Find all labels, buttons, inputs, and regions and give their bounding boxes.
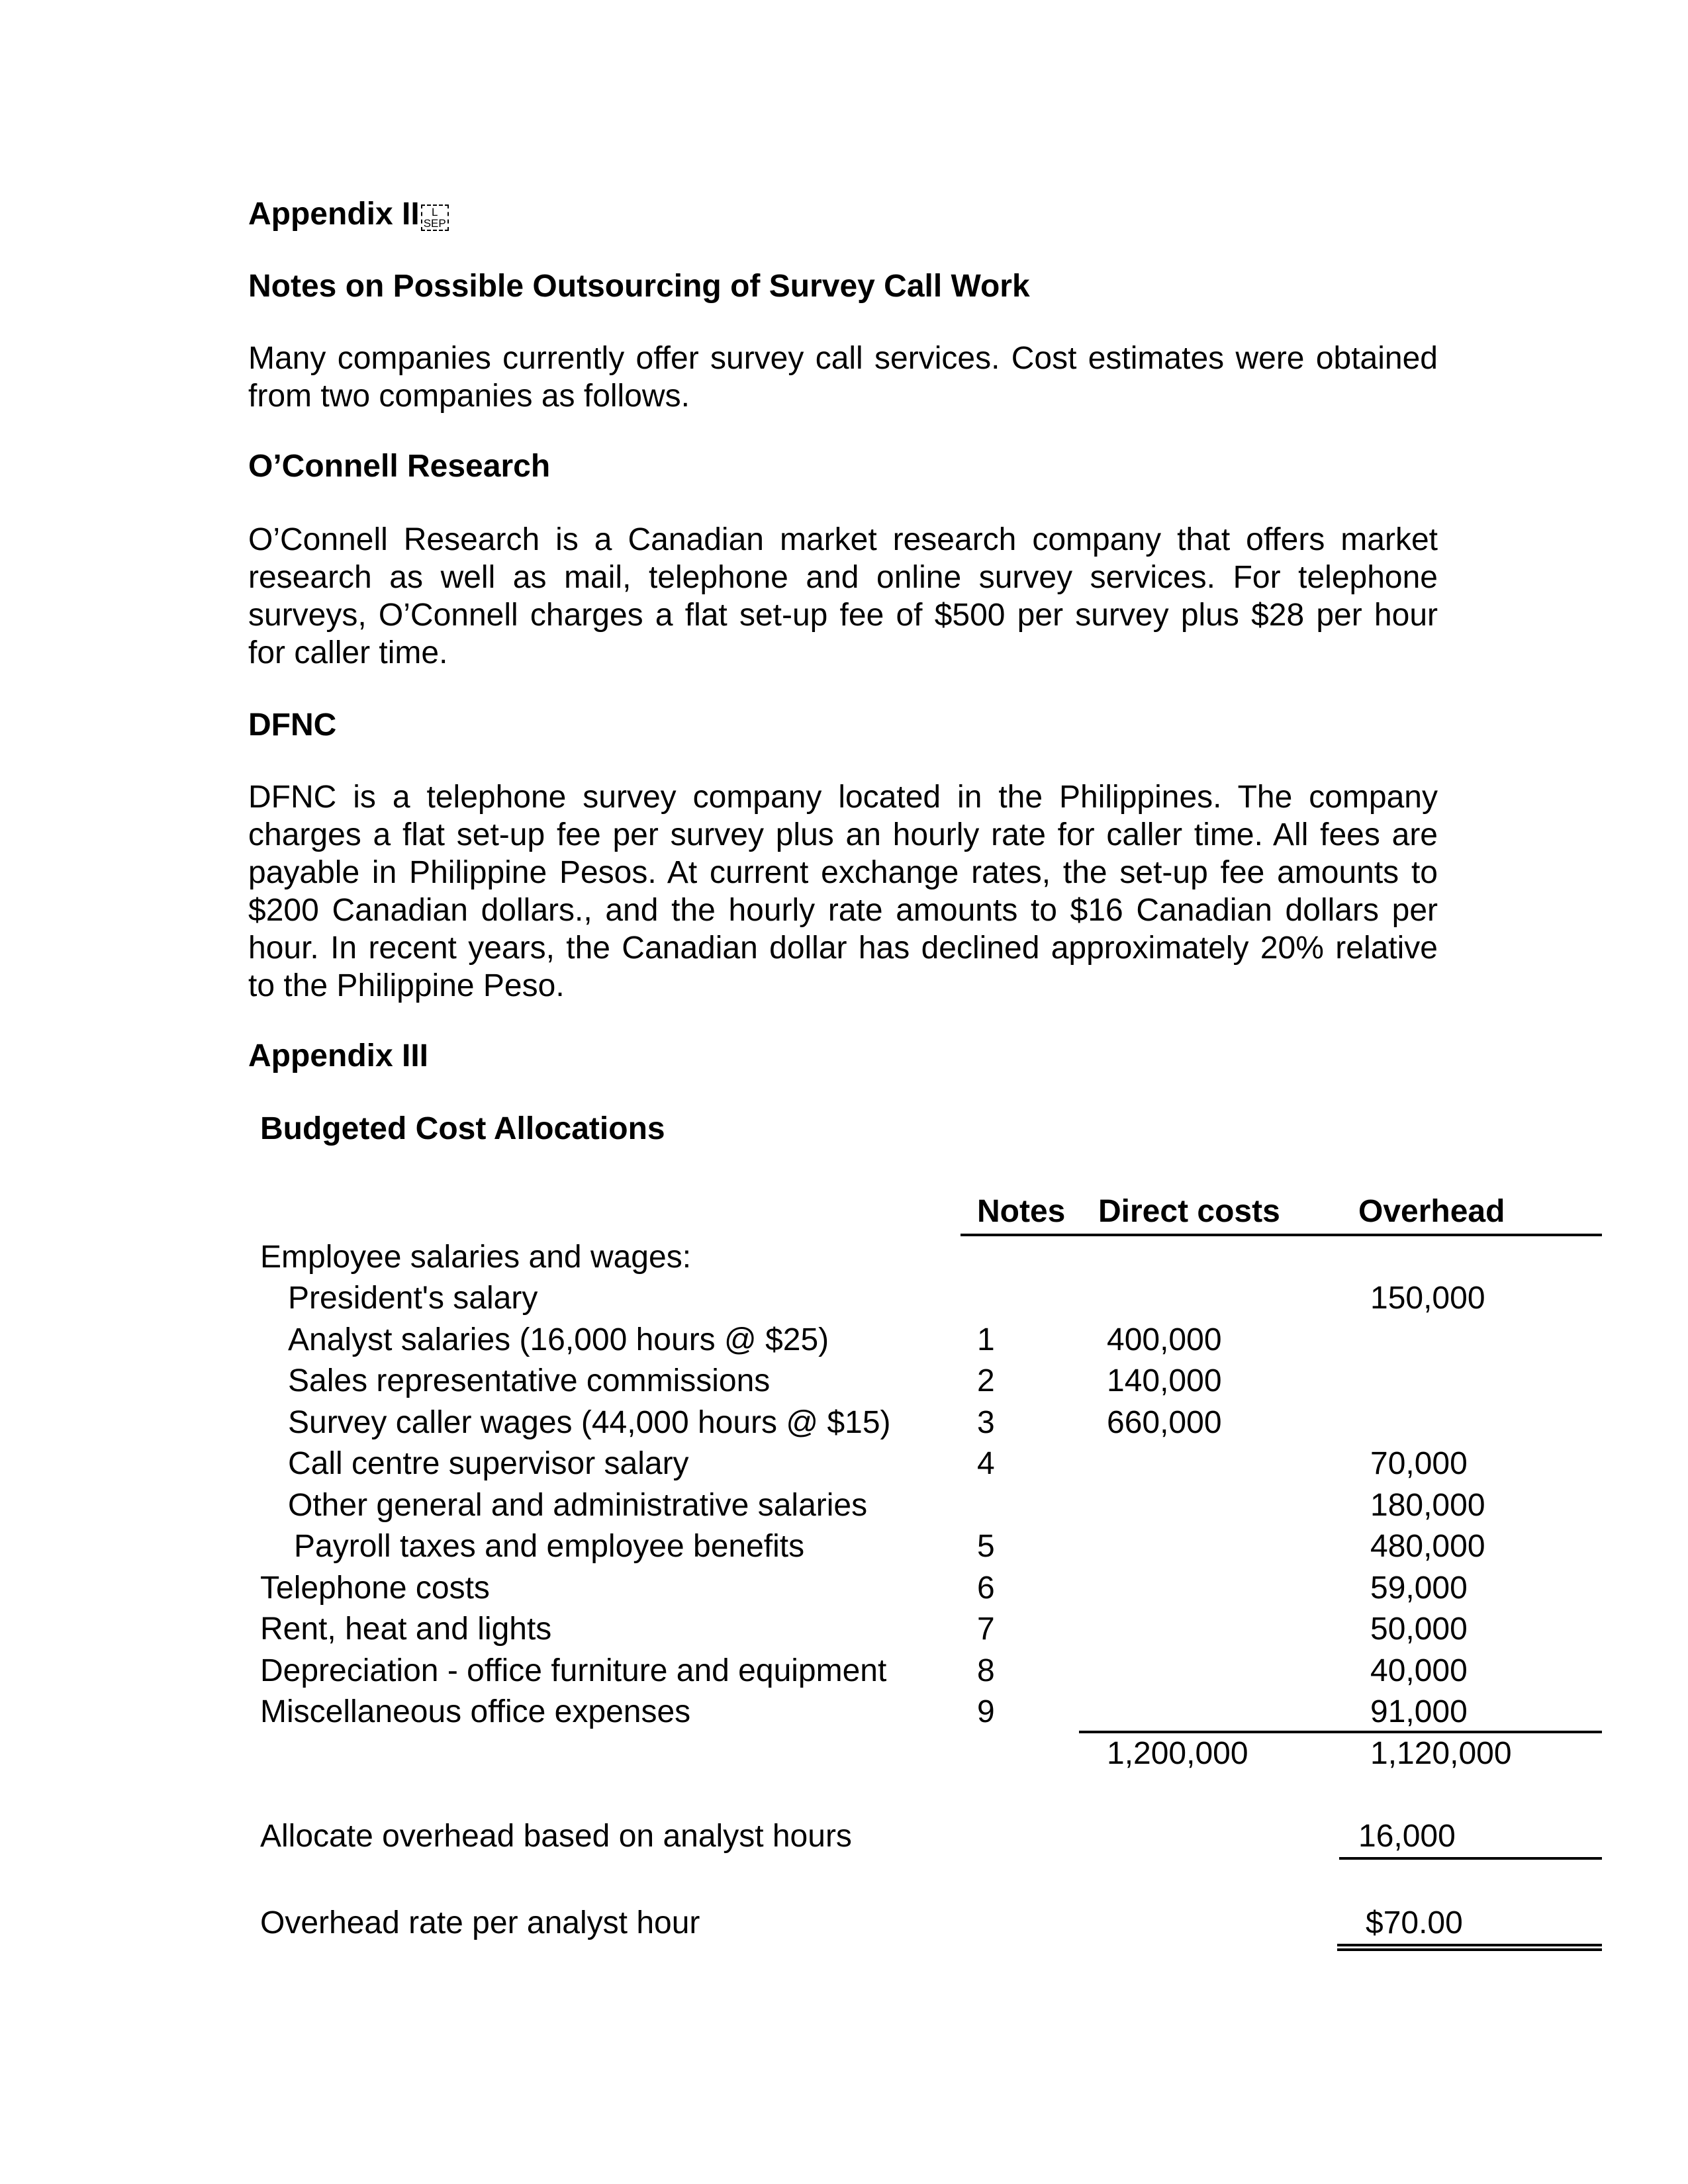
row-label: Payroll taxes and employee benefits xyxy=(294,1529,805,1564)
section-body-oconnell: O’Connell Research is a Canadian market research company that offers market research as well as mail, telephone and online survey services. For telephone surveys, O’Connell charges a flat set-up fee of $500 per survey plus $28 per hour for caller time. xyxy=(248,522,1438,670)
header-underline xyxy=(961,1234,1602,1236)
row-note: 1 xyxy=(977,1322,995,1357)
row-note: 7 xyxy=(977,1612,995,1647)
row-note: 8 xyxy=(977,1653,995,1688)
row-note: 4 xyxy=(977,1446,995,1481)
row-label: Depreciation - office furniture and equipment xyxy=(260,1653,887,1688)
row-direct: 660,000 xyxy=(1107,1405,1222,1440)
overhead-rate-label: Overhead rate per analyst hour xyxy=(260,1905,700,1940)
col-header-notes: Notes xyxy=(977,1194,1066,1229)
row-label: Survey caller wages (44,000 hours @ $15) xyxy=(288,1405,891,1440)
row-label: President's salary xyxy=(288,1281,538,1316)
row-label: Analyst salaries (16,000 hours @ $25) xyxy=(288,1322,829,1357)
section-heading-oconnell: O’Connell Research xyxy=(248,449,551,484)
row-note: 3 xyxy=(977,1405,995,1440)
rate-double-underline-top xyxy=(1337,1944,1602,1946)
sep-glyph-bottom: SEP xyxy=(423,217,446,230)
row-overhead: 180,000 xyxy=(1370,1488,1485,1523)
row-label: Other general and administrative salaries xyxy=(288,1488,868,1523)
row-label: Employee salaries and wages: xyxy=(260,1240,692,1275)
allocation-underline xyxy=(1339,1857,1602,1860)
row-note: 6 xyxy=(977,1570,995,1606)
separator-glyph-icon xyxy=(421,205,449,231)
row-label: Sales representative commissions xyxy=(288,1363,771,1398)
row-overhead: 40,000 xyxy=(1370,1653,1468,1688)
col-header-direct: Direct costs xyxy=(1098,1194,1280,1229)
row-direct: 400,000 xyxy=(1107,1322,1222,1357)
row-note: 2 xyxy=(977,1363,995,1398)
row-note: 9 xyxy=(977,1694,995,1729)
sep-glyph-top: L xyxy=(431,206,438,218)
row-overhead: 50,000 xyxy=(1370,1612,1468,1647)
row-label: Rent, heat and lights xyxy=(260,1612,552,1647)
intro-paragraph: Many companies currently offer survey call services. Cost estimates were obtained from two companies as follows. xyxy=(248,341,1438,414)
row-overhead: 480,000 xyxy=(1370,1529,1485,1564)
budget-table-title: Budgeted Cost Allocations xyxy=(260,1111,665,1146)
row-overhead: 150,000 xyxy=(1370,1281,1485,1316)
section-body-dfnc: DFNC is a telephone survey company located in the Philippines. The company charges a flat set-up fee per survey plus an hourly rate for caller time. All fees are payable in Philippine Pesos. At current exchange rates, the set-up fee amounts to $200 Canadian dollars., and the hourly rate amounts to $16 Canadian dollars per hour. In recent years, the Canadian dollar has declined approximately 20% relative to the Philippine Peso. xyxy=(248,780,1438,1003)
rate-double-underline-bottom xyxy=(1337,1948,1602,1951)
section-heading-dfnc: DFNC xyxy=(248,707,337,743)
total-overhead: 1,120,000 xyxy=(1370,1736,1512,1771)
row-label: Telephone costs xyxy=(260,1570,490,1606)
row-label: Call centre supervisor salary xyxy=(288,1446,689,1481)
col-header-overhead: Overhead xyxy=(1358,1194,1505,1229)
allocation-basis-value: 16,000 xyxy=(1358,1819,1456,1854)
row-label: Miscellaneous office expenses xyxy=(260,1694,691,1729)
row-direct: 140,000 xyxy=(1107,1363,1222,1398)
allocation-basis-label: Allocate overhead based on analyst hours xyxy=(260,1819,852,1854)
row-note: 5 xyxy=(977,1529,995,1564)
row-overhead: 91,000 xyxy=(1370,1694,1468,1729)
appendix-iii-title: Appendix III xyxy=(248,1038,429,1073)
appendix-ii-subtitle: Notes on Possible Outsourcing of Survey Call Work xyxy=(248,269,1030,304)
row-overhead: 70,000 xyxy=(1370,1446,1468,1481)
total-direct: 1,200,000 xyxy=(1107,1736,1248,1771)
appendix-ii-title-text: Appendix II xyxy=(248,197,420,232)
row-overhead: 59,000 xyxy=(1370,1570,1468,1606)
overhead-rate-value: $70.00 xyxy=(1366,1905,1463,1940)
appendix-ii-title xyxy=(248,196,449,232)
